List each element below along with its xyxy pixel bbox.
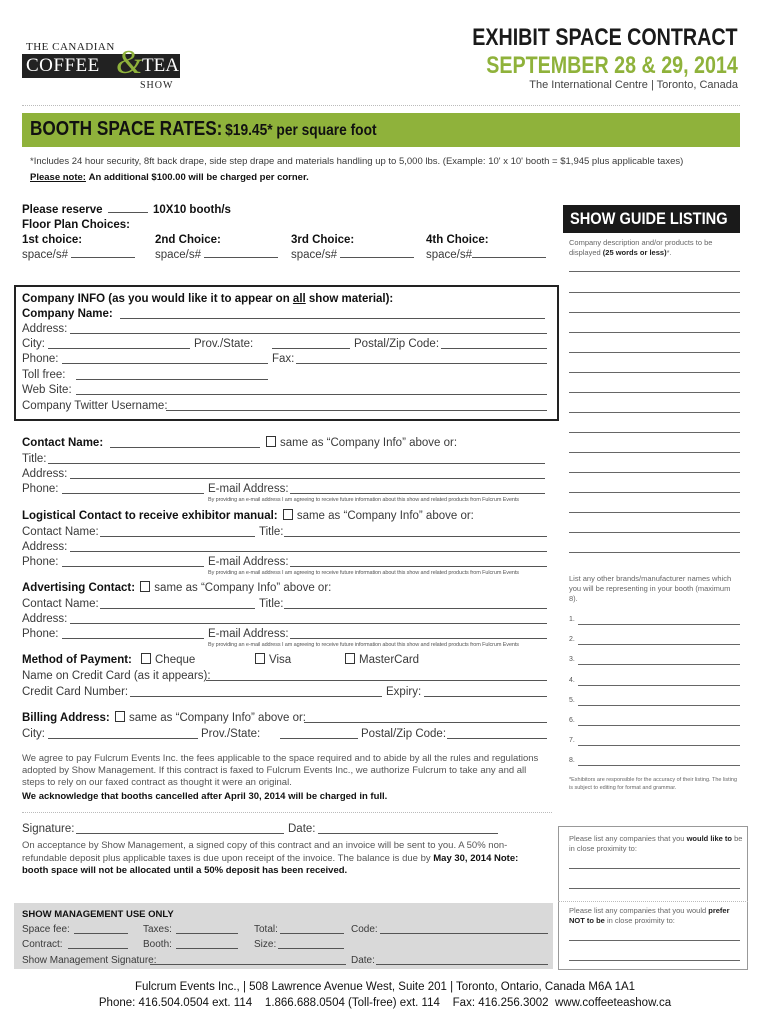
contact-email-consent: By providing an e-mail address I am agreeing to receive future information about this show and related products from Fulcrum Events	[208, 497, 519, 503]
company-postal-field[interactable]	[441, 348, 547, 349]
billing-address-label	[22, 711, 306, 725]
visa-checkbox[interactable]	[255, 653, 265, 664]
billing-postal-label: Postal/Zip Code:	[361, 728, 447, 740]
mgmt-space-fee-field[interactable]	[74, 933, 128, 934]
card-expiry-label: Expiry:	[386, 686, 422, 698]
mastercard-label: MasterCard	[359, 654, 420, 666]
proximity-like-text: Please list any companies that you	[569, 834, 685, 843]
guide-line[interactable]	[569, 492, 740, 493]
company-website-field[interactable]	[76, 394, 547, 395]
choice-3-label: 3rd Choice:	[291, 234, 355, 246]
advertising-same-checkbox[interactable]	[140, 581, 150, 592]
company-phone-label: Phone:	[22, 353, 59, 365]
brand-field-3[interactable]	[578, 664, 740, 665]
logistical-phone-label: Phone:	[22, 556, 59, 568]
contact-phone-field[interactable]	[62, 493, 204, 494]
choice-2-label: 2nd Choice:	[155, 234, 221, 246]
space-label: space/s#	[22, 249, 69, 261]
logo-ampersand: &	[116, 44, 143, 81]
dotted-divider	[22, 105, 740, 106]
billing-city-label: City:	[22, 728, 45, 740]
guide-description: Company description and/or products to be displayed (25 words or less)*.	[569, 238, 713, 257]
space-label: space/s#	[291, 249, 338, 261]
brand-number-1: 1.	[569, 616, 575, 623]
advertising-email-consent: By providing an e-mail address I am agreeing to receive future information about this show and related products from Fulcrum Events	[208, 642, 519, 648]
contact-address-field[interactable]	[70, 478, 545, 479]
management-heading: SHOW MANAGEMENT USE ONLY	[22, 909, 174, 920]
brand-number-6: 6.	[569, 717, 575, 724]
guide-line[interactable]	[569, 392, 740, 393]
space-label: space/s#	[426, 249, 473, 261]
reserve-suffix: 10X10 booth/s	[152, 204, 231, 216]
company-heading-text-end: show material):	[305, 293, 394, 305]
billing-city-field[interactable]	[48, 738, 198, 739]
mgmt-taxes-label: Taxes:	[143, 924, 172, 935]
choice-1-label: 1st choice:	[22, 234, 83, 246]
company-fax-label: Fax:	[272, 353, 295, 365]
proximity-avoid-text-end: in close proximity to:	[606, 916, 675, 925]
proximity-like-field-1[interactable]	[569, 868, 740, 869]
company-heading-text: Company INFO (as you would like it to appear on	[22, 293, 293, 305]
logo-line1: THE CANADIAN	[26, 41, 115, 53]
floor-plan-label: Floor Plan Choices:	[22, 219, 130, 231]
logistical-address-field[interactable]	[70, 551, 547, 552]
logistical-phone-field[interactable]	[62, 566, 204, 567]
company-twitter-field[interactable]	[166, 410, 547, 411]
space-label: space/s#	[155, 249, 202, 261]
brands-instructions: List any other brands/manufacturer names which you will be representing in your booth (maximum 8).	[569, 574, 732, 603]
choice-3-space	[291, 248, 414, 262]
logistical-same-checkbox[interactable]	[283, 509, 293, 520]
proximity-like-field-2[interactable]	[569, 888, 740, 889]
card-number-label: Credit Card Number:	[22, 686, 129, 698]
company-website-label: Web Site:	[22, 384, 72, 396]
acceptance-body: On acceptance by Show Management, a signed copy of this contract and an invoice will be sent to you. A 50% non-refundable deposit plus applicable taxes is due upon receipt of the invoice. The balance is due by	[22, 840, 508, 864]
visa-label: Visa	[269, 654, 292, 666]
logistical-address-label: Address:	[22, 541, 68, 553]
acceptance-deadline: May 30, 2014 Note: booth space will not be allocated until a 50% deposit has been received.	[22, 852, 519, 876]
advertising-name-label: Contact Name:	[22, 598, 99, 610]
contact-name-label: Contact Name:	[22, 437, 104, 449]
advertising-phone-field[interactable]	[62, 638, 204, 639]
company-fax-field[interactable]	[296, 363, 547, 364]
company-city-field[interactable]	[48, 348, 190, 349]
mgmt-total-label: Total:	[254, 924, 278, 935]
brand-field-2[interactable]	[578, 644, 740, 645]
contact-same-checkbox[interactable]	[266, 436, 276, 447]
choice-4-label: 4th Choice:	[426, 234, 489, 246]
contact-name-field[interactable]	[110, 447, 260, 448]
payment-method-label: Method of Payment:	[22, 654, 132, 666]
mgmt-contract-label: Contract:	[22, 939, 63, 950]
brand-field-6[interactable]	[578, 725, 740, 726]
reserve-prefix: Please reserve	[22, 204, 103, 216]
proximity-like-instructions	[569, 834, 743, 854]
mgmt-space-fee-label: Space fee:	[22, 924, 70, 935]
payment-cheque-option[interactable]	[141, 653, 195, 667]
show-logo	[22, 40, 187, 102]
logistical-label: Logistical Contact to receive exhibitor manual:	[22, 510, 278, 522]
mgmt-booth-field[interactable]	[176, 948, 238, 949]
proximity-avoid-emphasis: prefer NOT to be	[569, 906, 730, 925]
rates-note: *Includes 24 hour security, 8ft back drape, side step drape and materials handling up to 5,000 lbs. (Example: 10' x 10' booth = $1,945 plus applicable taxes)	[30, 156, 684, 167]
billing-prov-field[interactable]	[280, 738, 358, 739]
proximity-divider	[558, 901, 748, 902]
brand-number-7: 7.	[569, 737, 575, 744]
brand-field-1[interactable]	[578, 624, 740, 625]
billing-label: Billing Address:	[22, 712, 110, 724]
guide-line[interactable]	[569, 552, 740, 553]
choice-4-field[interactable]	[472, 257, 546, 258]
advertising-title-field[interactable]	[284, 608, 547, 609]
company-name-label: Company Name:	[22, 308, 113, 320]
card-expiry-field[interactable]	[424, 696, 547, 697]
show-dates: SEPTEMBER 28 & 29, 2014	[486, 52, 738, 79]
footer-address: Fulcrum Events Inc., | 508 Lawrence Avenue West, Suite 201 | Toronto, Ontario, Canada M6A 1A1	[134, 981, 636, 993]
billing-postal-field[interactable]	[447, 738, 547, 739]
guide-line[interactable]	[569, 352, 740, 353]
company-twitter-label: Company Twitter Username:	[22, 400, 168, 412]
logistical-name-label: Contact Name:	[22, 526, 99, 538]
advertising-address-field[interactable]	[70, 623, 547, 624]
payment-visa-option[interactable]	[255, 653, 291, 667]
card-name-label: Name on Credit Card (as it appears):	[22, 670, 211, 682]
proximity-avoid-field-2[interactable]	[569, 960, 740, 961]
footer-contact: Phone: 416.504.0504 ext. 114 1.866.688.0504 (Toll-free) ext. 114 Fax: 416.256.3002 www.coffeeteashow.ca	[98, 997, 672, 1009]
company-prov-field[interactable]	[272, 348, 350, 349]
contact-email-label: E-mail Address:	[208, 483, 289, 495]
proximity-like-emphasis: would like to	[686, 834, 732, 843]
mgmt-contract-field[interactable]	[68, 948, 128, 949]
choice-4-space	[426, 248, 546, 262]
brand-field-8[interactable]	[578, 765, 740, 766]
company-city-label: City:	[22, 338, 45, 350]
logistical-email-label: E-mail Address:	[208, 556, 289, 568]
contact-phone-label: Phone:	[22, 483, 59, 495]
company-phone-field[interactable]	[62, 363, 268, 364]
guide-line[interactable]	[569, 372, 740, 373]
signature-field[interactable]	[76, 833, 284, 834]
company-heading-all: all	[292, 293, 306, 305]
guide-line[interactable]	[569, 432, 740, 433]
corner-note	[30, 171, 309, 185]
brand-number-3: 3.	[569, 656, 575, 663]
company-tollfree-label: Toll free:	[22, 369, 66, 381]
company-tollfree-field[interactable]	[76, 379, 268, 380]
company-prov-label: Prov./State:	[194, 338, 254, 350]
dotted-divider-2	[22, 812, 552, 813]
logo-coffee: COFFEE	[26, 55, 100, 76]
contact-title-label: Title:	[22, 453, 47, 465]
logistical-title-label: Title:	[259, 526, 284, 538]
reserve-line	[22, 203, 231, 217]
choice-1-space	[22, 248, 135, 262]
billing-address-field[interactable]	[304, 722, 547, 723]
company-address-field[interactable]	[70, 333, 547, 334]
contact-address-label: Address:	[22, 468, 68, 480]
corner-note-text: An additional $100.00 will be charged per corner.	[88, 172, 309, 183]
brand-field-7[interactable]	[578, 745, 740, 746]
mgmt-total-field[interactable]	[280, 933, 344, 934]
logo-show: SHOW	[140, 80, 174, 91]
logo-tea: TEA	[142, 55, 179, 76]
mgmt-taxes-field[interactable]	[176, 933, 238, 934]
contact-same-as	[266, 436, 457, 450]
logistical-contact-label	[22, 509, 474, 523]
agreement-text: We agree to pay Fulcrum Events Inc. the fees applicable to the space required and to abide by all the rules and regulations adopted by Show Management. If this contract is faxed to Fulcrum Events Inc., we authorize Fulcrum to take any and all steps to rely on our faxed contract as thought it were an original.	[22, 753, 539, 788]
rates-label	[30, 118, 377, 141]
brand-number-4: 4.	[569, 677, 575, 684]
guide-desc-limit: (25 words or less)	[602, 248, 667, 257]
guide-line[interactable]	[569, 312, 740, 313]
advertising-label: Advertising Contact:	[22, 582, 136, 594]
mastercard-checkbox[interactable]	[345, 653, 355, 664]
billing-prov-label: Prov./State:	[201, 728, 261, 740]
contact-email-field[interactable]	[290, 493, 545, 494]
guide-line[interactable]	[569, 271, 740, 272]
mgmt-code-field[interactable]	[380, 933, 548, 934]
choice-2-field[interactable]	[204, 257, 278, 258]
advertising-email-label: E-mail Address:	[208, 628, 289, 640]
contract-title: EXHIBIT SPACE CONTRACT	[472, 24, 738, 51]
mgmt-signature-field[interactable]	[150, 964, 346, 965]
rates-price: $19.45* per square foot	[225, 122, 377, 139]
guide-heading: SHOW GUIDE LISTING	[570, 209, 728, 228]
choice-1-field[interactable]	[71, 257, 135, 258]
advertising-address-label: Address:	[22, 613, 68, 625]
brand-number-2: 2.	[569, 636, 575, 643]
acceptance-text	[22, 840, 547, 878]
proximity-avoid-text: Please list any companies that you would	[569, 906, 707, 915]
logistical-name-field[interactable]	[100, 536, 255, 537]
corner-note-label: Please note:	[30, 172, 86, 183]
brand-number-8: 8.	[569, 757, 575, 764]
signature-date-field[interactable]	[318, 833, 498, 834]
mgmt-size-label: Size:	[254, 939, 277, 950]
signature-label: Signature:	[22, 823, 75, 835]
mgmt-date-label: Date:	[351, 955, 375, 966]
company-info-heading	[22, 292, 393, 306]
signature-date-label: Date:	[288, 823, 316, 835]
choice-2-space	[155, 248, 278, 262]
logistical-email-field[interactable]	[290, 566, 547, 567]
logistical-title-field[interactable]	[284, 536, 547, 537]
brand-field-5[interactable]	[578, 705, 740, 706]
company-name-field[interactable]	[120, 318, 545, 319]
mgmt-size-field[interactable]	[278, 948, 344, 949]
venue: The International Centre | Toronto, Canada	[529, 79, 738, 91]
cheque-checkbox[interactable]	[141, 653, 151, 664]
mgmt-booth-label: Booth:	[143, 939, 172, 950]
guide-line[interactable]	[569, 292, 740, 293]
guide-disclaimer: *Exhibitors are responsible for the accuracy of their listing. The listing is subject to editing for format and grammar.	[569, 777, 738, 791]
guide-line[interactable]	[569, 452, 740, 453]
mgmt-date-field[interactable]	[376, 964, 548, 965]
same-as-label: same as “Company Info” above or:	[128, 712, 307, 724]
company-address-label: Address:	[22, 323, 68, 335]
same-as-label: same as “Company Info” above or:	[296, 510, 474, 522]
guide-line[interactable]	[569, 412, 740, 413]
contact-title-field[interactable]	[48, 463, 545, 464]
brand-field-4[interactable]	[578, 685, 740, 686]
guide-line[interactable]	[569, 532, 740, 533]
guide-line[interactable]	[569, 332, 740, 333]
agreement-cancellation: We acknowledge that booths cancelled after April 30, 2014 will be charged in full.	[22, 791, 388, 802]
proximity-like-text-end: be in close proximity to:	[569, 834, 743, 853]
rates-heading: BOOTH SPACE RATES:	[30, 118, 223, 140]
cheque-label: Cheque	[155, 654, 196, 666]
logistical-email-consent: By providing an e-mail address I am agreeing to receive future information about this show and related products from Fulcrum Events	[208, 570, 519, 576]
guide-line[interactable]	[569, 512, 740, 513]
proximity-avoid-instructions	[569, 906, 743, 926]
advertising-email-field[interactable]	[290, 638, 547, 639]
billing-same-checkbox[interactable]	[115, 711, 125, 722]
card-number-field[interactable]	[130, 696, 382, 697]
booth-count-field[interactable]	[108, 212, 148, 213]
mgmt-code-label: Code:	[351, 924, 378, 935]
payment-mastercard-option[interactable]	[345, 653, 419, 667]
guide-desc-text: Company description and/or products to be displayed	[569, 238, 713, 257]
card-name-field[interactable]	[206, 680, 547, 681]
advertising-name-field[interactable]	[100, 608, 255, 609]
company-postal-label: Postal/Zip Code:	[354, 338, 440, 350]
choice-3-field[interactable]	[340, 257, 414, 258]
guide-line[interactable]	[569, 472, 740, 473]
proximity-avoid-field-1[interactable]	[569, 940, 740, 941]
mgmt-signature-label: Show Management Signature:	[22, 955, 157, 966]
advertising-phone-label: Phone:	[22, 628, 59, 640]
brand-number-5: 5.	[569, 697, 575, 704]
advertising-contact-label	[22, 581, 331, 595]
same-as-label: same as “Company Info” above or:	[154, 582, 332, 594]
same-as-label: same as “Company Info” above or:	[280, 437, 458, 449]
advertising-title-label: Title:	[259, 598, 284, 610]
